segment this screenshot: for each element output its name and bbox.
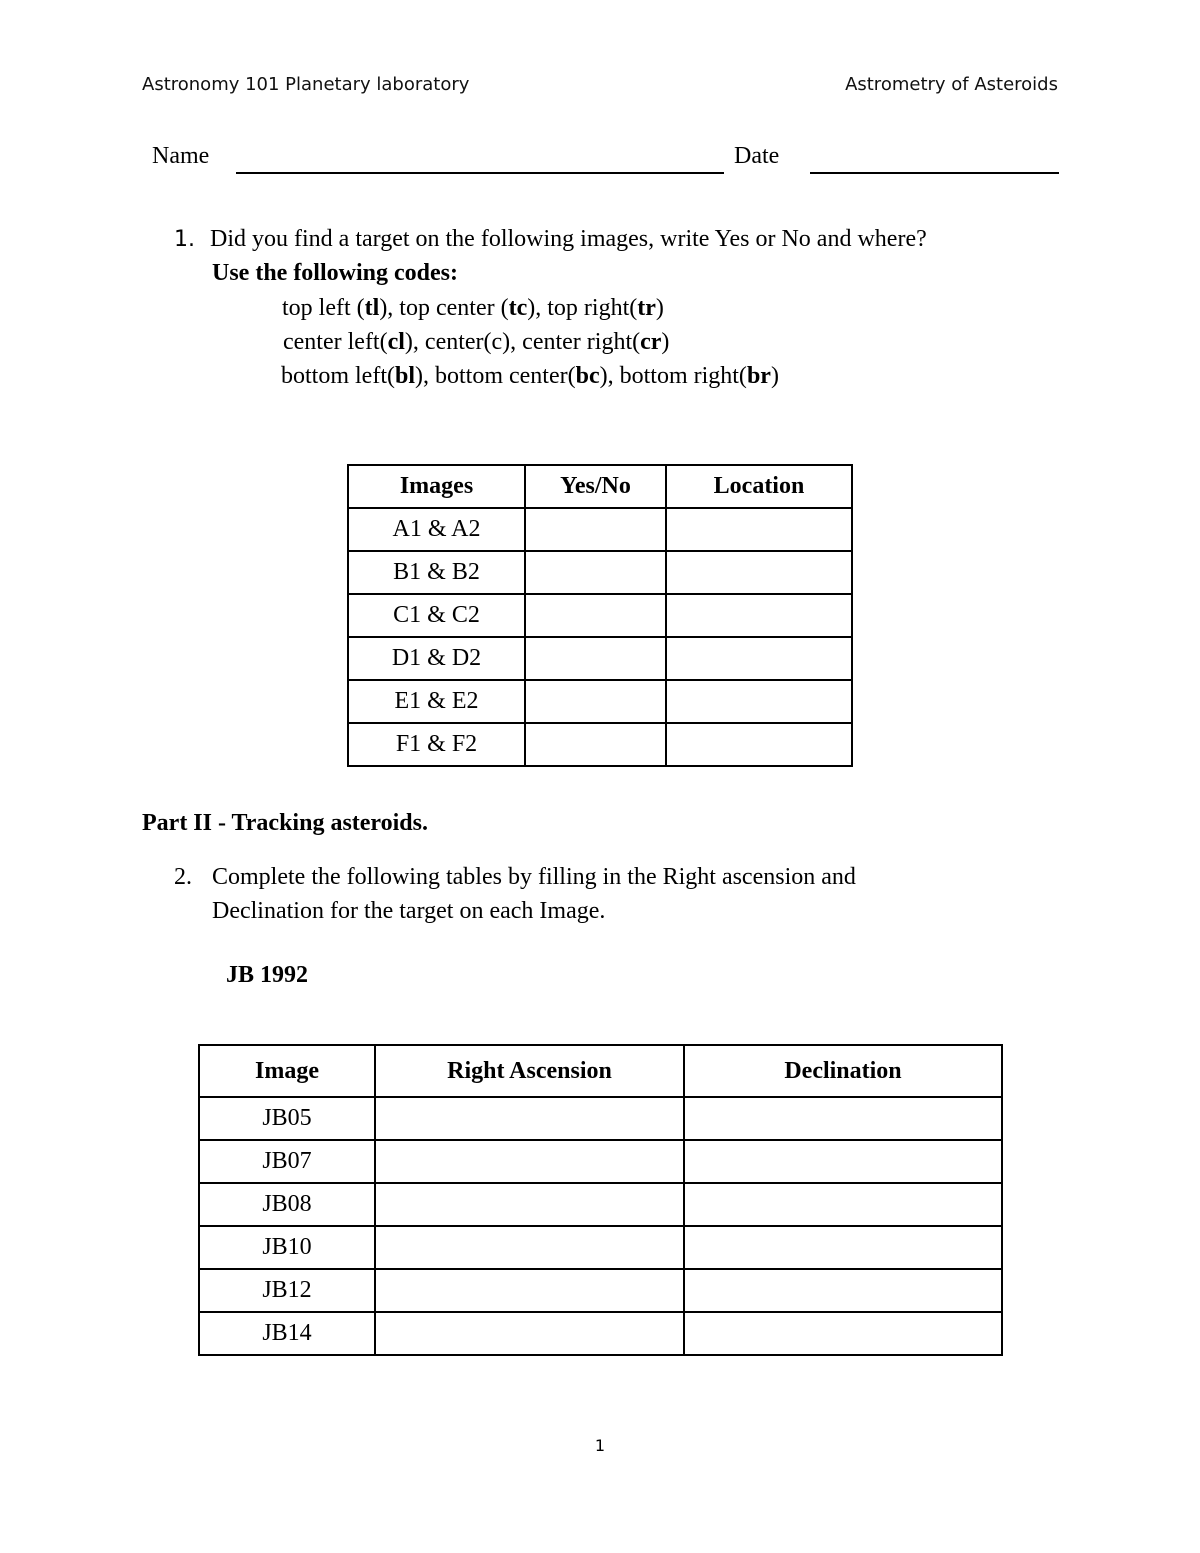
target-table-answer-cell[interactable] [666,637,852,680]
coordinates-table-answer-cell[interactable] [375,1140,684,1183]
code-abbrev: cr [640,329,662,355]
question-1-text: Did you find a target on the following images, write Yes or No and where? [210,226,927,252]
coordinates-table-header-cell: Declination [684,1045,1002,1097]
target-table-answer-cell[interactable] [525,723,666,766]
coordinates-table-header-row [199,1045,1002,1097]
coordinates-table-row-label: JB07 [199,1140,375,1183]
target-table-row-label: C1 & C2 [348,594,525,637]
header-course-title: Astronomy 101 Planetary laboratory [142,74,470,95]
target-table-row-label: E1 & E2 [348,680,525,723]
code-abbrev: tr [637,295,656,321]
code-text: ), center(c), center right( [404,329,641,355]
code-line-bottom [281,363,779,390]
coordinates-table-row-label: JB08 [199,1183,375,1226]
page-number: 1 [594,1436,606,1455]
target-table-header-cell: Location [666,465,852,508]
asteroid-subtitle: JB 1992 [226,962,309,988]
target-table-answer-cell[interactable] [666,680,852,723]
coordinates-table-answer-cell[interactable] [375,1226,684,1269]
target-table-row [348,723,852,766]
code-abbrev: cl [387,329,405,355]
target-table-answer-cell[interactable] [525,594,666,637]
part-2-title: Part II - Tracking asteroids. [142,810,428,836]
code-text: ) [770,363,779,389]
coordinates-table-answer-cell[interactable] [684,1097,1002,1140]
question-2-text-line-2: Declination for the target on each Image. [212,898,606,924]
target-table-body [348,508,852,766]
coordinates-table-answer-cell[interactable] [684,1183,1002,1226]
target-table-row-label: D1 & D2 [348,637,525,680]
coordinates-table-row [199,1183,1002,1226]
question-1 [174,226,1074,253]
coordinates-table-answer-cell[interactable] [684,1140,1002,1183]
date-field-line[interactable] [810,172,1059,174]
coordinates-table-row [199,1269,1002,1312]
code-text: top left ( [282,295,365,321]
coordinates-table-row [199,1140,1002,1183]
target-table-header-cell: Images [348,465,525,508]
header-lab-title: Astrometry of Asteroids [845,74,1058,95]
code-text: center left( [283,329,388,355]
coordinates-table-row [199,1097,1002,1140]
date-label: Date [734,143,780,169]
target-table-row-label: B1 & B2 [348,551,525,594]
coordinates-table-answer-cell[interactable] [684,1312,1002,1355]
code-abbrev: tc [508,295,528,321]
code-line-top [282,295,664,322]
coordinates-table-answer-cell[interactable] [375,1183,684,1226]
codes-title: Use the following codes: [212,260,458,286]
target-table-row [348,637,852,680]
target-table-row-label: F1 & F2 [348,723,525,766]
code-text: ), top center ( [379,295,509,321]
target-table-answer-cell[interactable] [666,594,852,637]
code-text: ) [655,295,664,321]
question-2 [174,860,994,928]
coordinates-table-row-label: JB14 [199,1312,375,1355]
target-table-row [348,551,852,594]
target-table-answer-cell[interactable] [525,508,666,551]
target-table-answer-cell[interactable] [525,680,666,723]
coordinates-table-row [199,1226,1002,1269]
code-text: ), top right( [527,295,638,321]
code-abbrev: tl [364,295,380,321]
code-text: ), bottom center( [415,363,576,389]
target-table-header-row [348,465,852,508]
coordinates-table-row [199,1312,1002,1355]
code-text: ) [661,329,670,355]
coordinates-table-row-label: JB05 [199,1097,375,1140]
coordinates-table-answer-cell[interactable] [375,1312,684,1355]
coordinates-table-answer-cell[interactable] [684,1269,1002,1312]
target-table-answer-cell[interactable] [525,637,666,680]
coordinates-table-row-label: JB10 [199,1226,375,1269]
target-table-answer-cell[interactable] [666,551,852,594]
coordinates-table-header-cell: Right Ascension [375,1045,684,1097]
coordinates-table-answer-cell[interactable] [375,1269,684,1312]
target-table-header-cell: Yes/No [525,465,666,508]
code-abbrev: bl [394,363,415,389]
target-table-row [348,508,852,551]
code-text: bottom left( [281,363,395,389]
coordinates-table-body [199,1097,1002,1355]
coordinates-table-row-label: JB12 [199,1269,375,1312]
code-text: ), bottom right( [599,363,747,389]
question-2-text-line-1: Complete the following tables by filling in the Right ascension and [212,864,856,890]
target-table-answer-cell[interactable] [666,723,852,766]
code-line-center [283,329,669,356]
coordinates-table-answer-cell[interactable] [375,1097,684,1140]
target-table-answer-cell[interactable] [525,551,666,594]
name-label: Name [152,143,210,169]
name-field-line[interactable] [236,172,724,174]
code-abbrev: bc [575,363,600,389]
target-table-row [348,594,852,637]
code-abbrev: br [746,363,771,389]
coordinates-table-answer-cell[interactable] [684,1226,1002,1269]
coordinates-table-header-cell: Image [199,1045,375,1097]
target-table-answer-cell[interactable] [666,508,852,551]
target-table [347,464,853,767]
coordinates-table [198,1044,1003,1356]
target-table-row-label: A1 & A2 [348,508,525,551]
question-2-number: 2. [174,864,192,890]
question-1-number: 1. [174,227,195,252]
target-table-row [348,680,852,723]
